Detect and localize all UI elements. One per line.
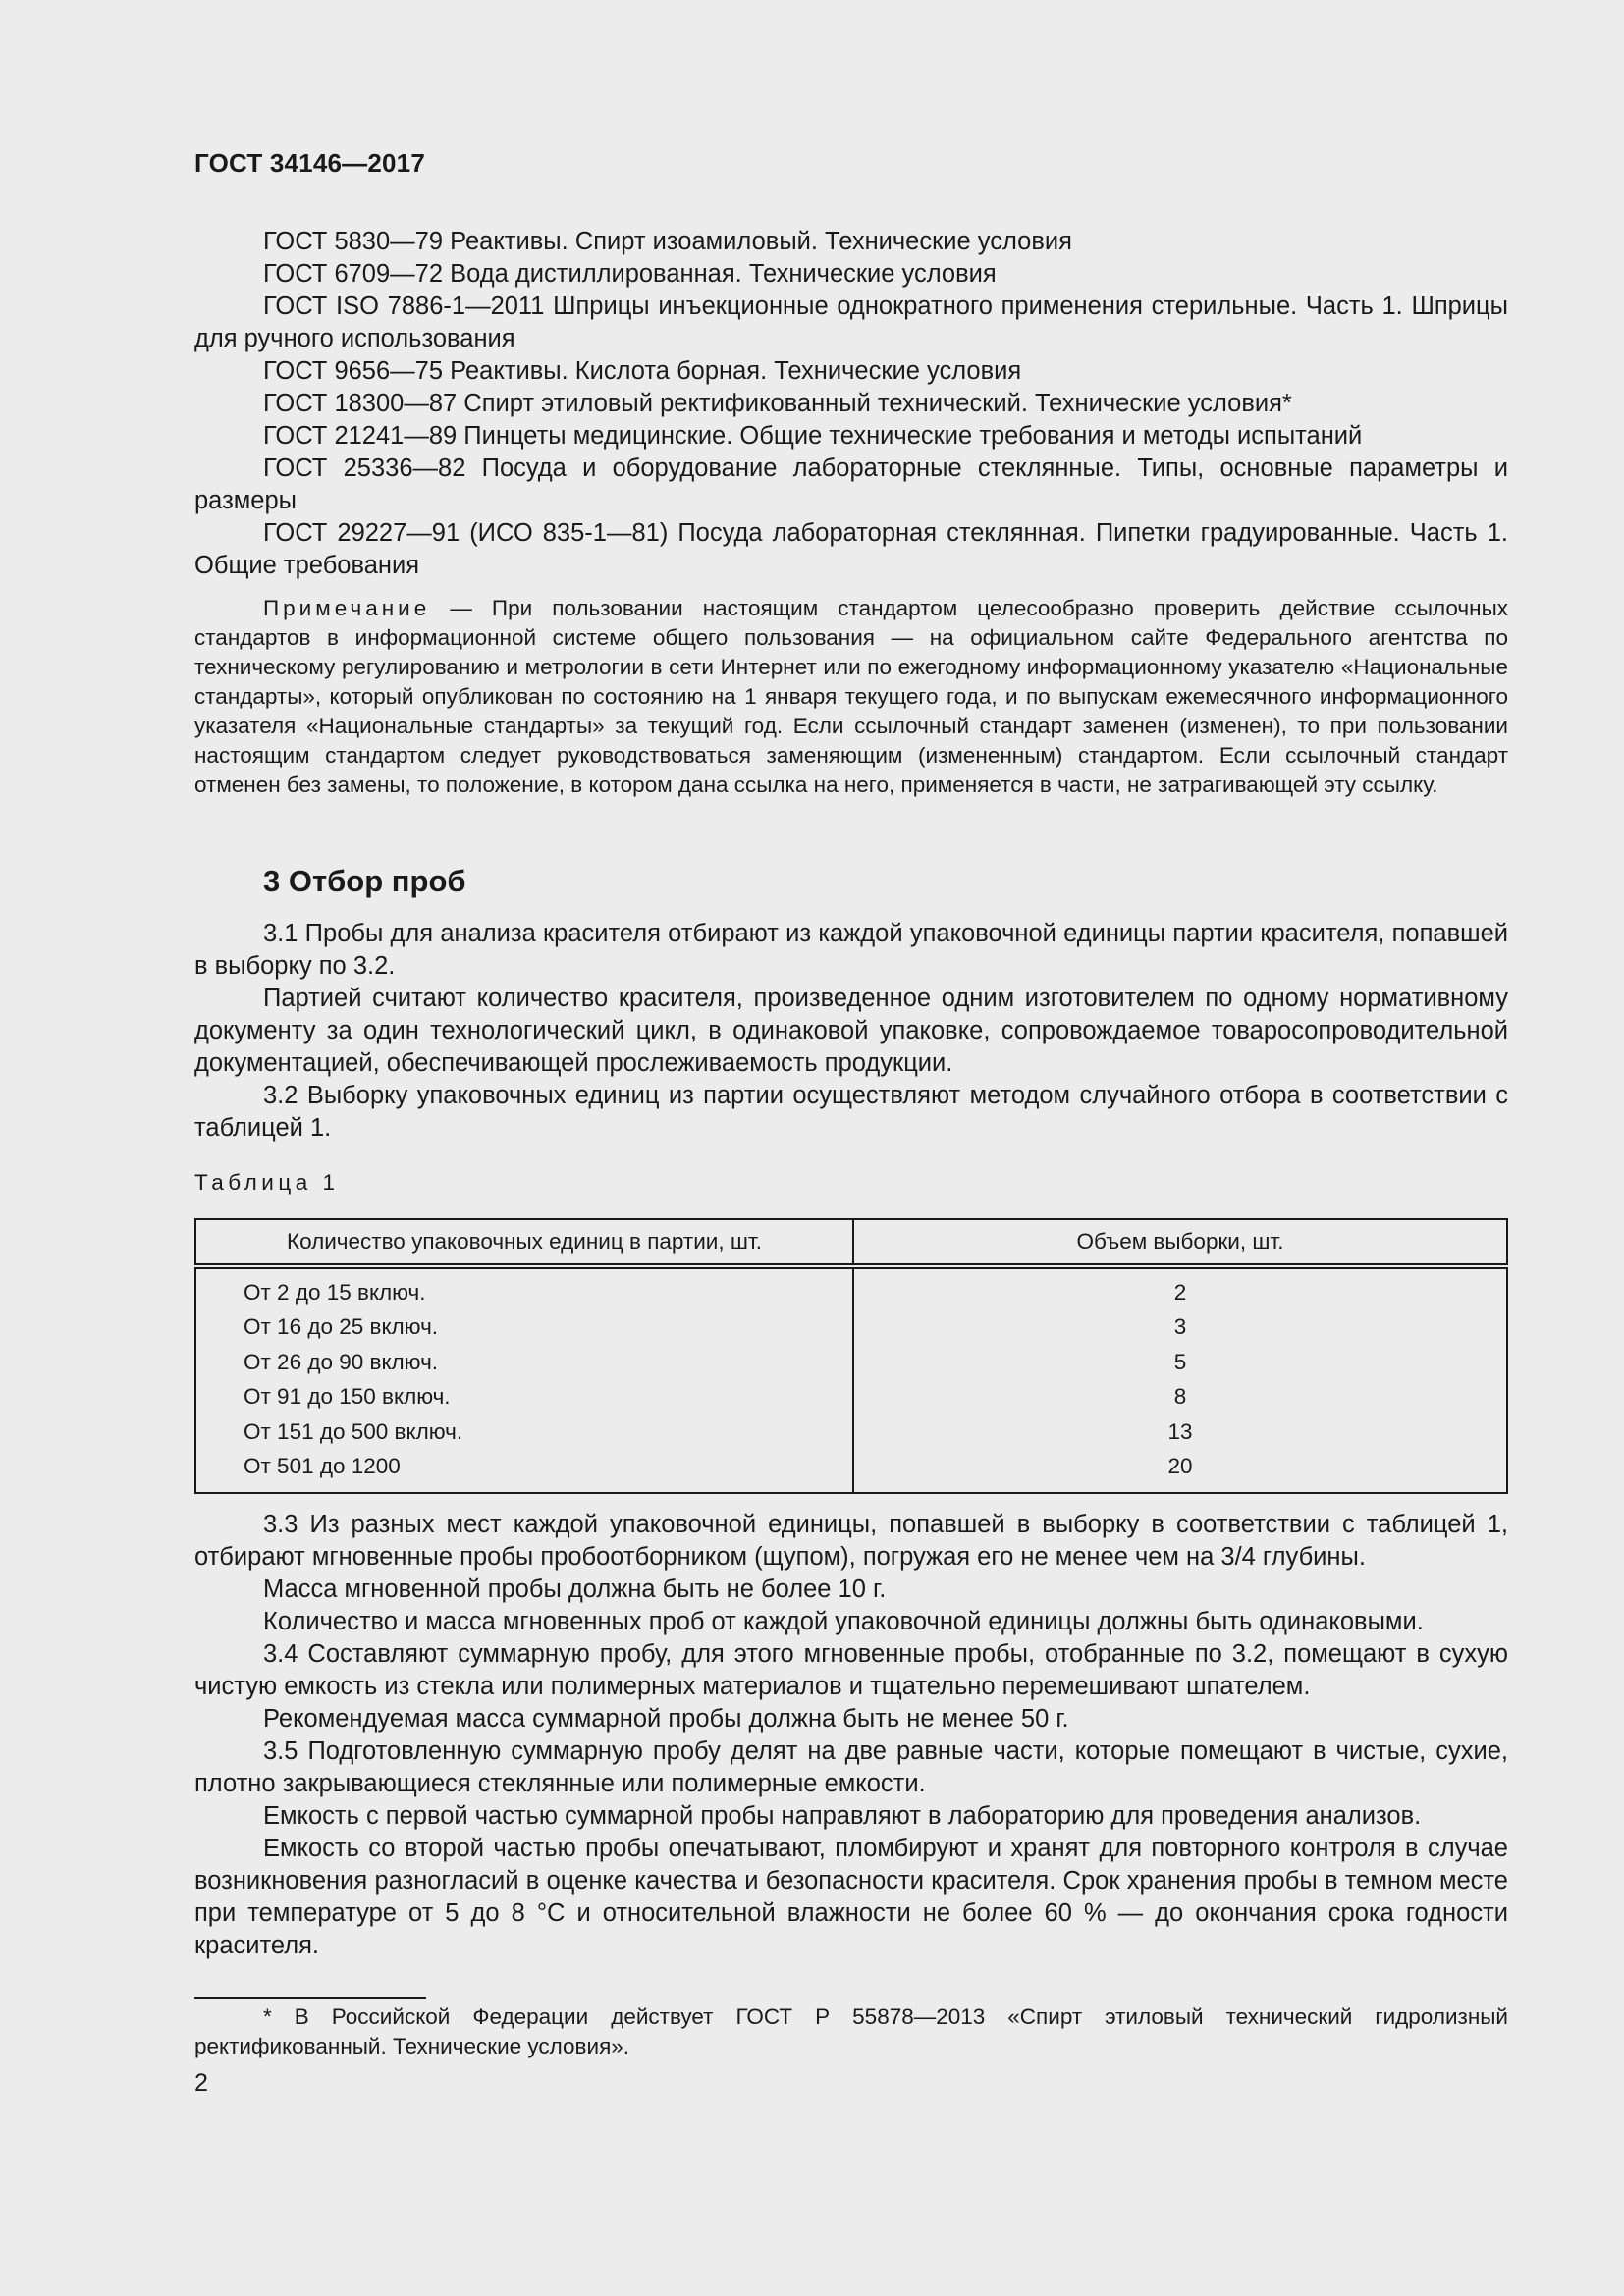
table-row <box>195 1266 1507 1310</box>
lot-size-cell: От 16 до 25 включ. <box>195 1310 853 1346</box>
paragraph: Количество и масса мгновенных проб от каждой упаковочной единицы должны быть одинаковыми. <box>263 1608 1424 1635</box>
reference-item: ГОСТ 9656—75 Реактивы. Кислота борная. Технические условия <box>263 357 1022 385</box>
sample-size-cell: 5 <box>853 1345 1507 1380</box>
table-header-row <box>195 1219 1507 1266</box>
reference-item: ГОСТ 21241—89 Пинцеты медицинские. Общие технические требования и методы испытаний <box>263 422 1363 450</box>
paragraph: Партией считают количество красителя, произведенное одним изготовителем по одному нормативному документу за один технологический цикл, в одинаковой упаковке, сопровождаемое товаросопроводительной документацией, обеспечивающей прослеживаемость продукции. <box>194 985 1508 1077</box>
footnote-divider <box>194 1997 426 1999</box>
lot-size-cell: От 91 до 150 включ. <box>195 1380 853 1415</box>
sample-size-cell: 8 <box>853 1380 1507 1415</box>
sample-size-cell: 3 <box>853 1310 1507 1346</box>
table-row <box>195 1380 1507 1415</box>
section-paragraphs-after-table <box>194 1509 1508 1962</box>
paragraph: 3.1 Пробы для анализа красителя отбирают из каждой упаковочной единицы партии красителя, попавшей в выборку по 3.2. <box>194 920 1508 980</box>
page-number: 2 <box>194 2069 208 2097</box>
paragraph: 3.4 Составляют суммарную пробу, для этого мгновенные пробы, отобранные по 3.2, помещают в сухую чистую емкость из стекла или полимерных материалов и тщательно перемешивают шпателем. <box>194 1640 1508 1700</box>
lot-size-cell: От 2 до 15 включ. <box>195 1266 853 1310</box>
paragraph: Масса мгновенной пробы должна быть не более 10 г. <box>263 1575 887 1603</box>
table-row <box>195 1415 1507 1450</box>
sample-size-cell: 2 <box>853 1266 1507 1310</box>
paragraph: Рекомендуемая масса суммарной пробы должна быть не менее 50 г. <box>263 1705 1069 1733</box>
reference-item: ГОСТ ISO 7886-1—2011 Шприцы инъекционные однократного применения стерильные. Часть 1. Шприцы для ручного использования <box>194 293 1508 352</box>
table-row <box>195 1345 1507 1380</box>
note-label: Примечание <box>263 596 431 620</box>
note-paragraph <box>194 594 1508 800</box>
lot-size-cell: От 501 до 1200 <box>195 1450 853 1494</box>
section-title: 3 Отбор проб <box>263 864 466 898</box>
sample-size-cell: 13 <box>853 1415 1507 1450</box>
lot-size-cell: От 26 до 90 включ. <box>195 1345 853 1380</box>
reference-item: ГОСТ 6709—72 Вода дистиллированная. Технические условия <box>263 260 997 288</box>
lot-size-cell: От 151 до 500 включ. <box>195 1415 853 1450</box>
table-row <box>195 1450 1507 1494</box>
reference-item: ГОСТ 18300—87 Спирт этиловый ректификованный технический. Технические условия* <box>263 390 1292 417</box>
paragraph: Емкость с первой частью суммарной пробы направляют в лабораторию для проведения анализов. <box>263 1802 1422 1830</box>
paragraph: 3.2 Выборку упаковочных единиц из партии осуществляют методом случайного отбора в соответствии с таблицей 1. <box>194 1082 1508 1142</box>
note-text: — При пользовании настоящим стандартом целесообразно проверить действие ссылочных стандартов в информационной системе общего пользования — на официальном сайте Федерального агентства по техническому регулированию и метрологии в сети Интернет или по ежегодному информационному указателю «Национальные стандарты», который опубликован по состоянию на 1 января текущего года, и по выпускам ежемесячного информационного указателя «Национальные стандарты» за текущий год. Если ссылочный стандарт заменен (изменен), то при пользовании настоящим стандартом следует руководствоваться заменяющим (измененным) стандартом. Если ссылочный стандарт отменен без замены, то положение, в котором дана ссылка на него, применяется в части, не затрагивающей эту ссылку. <box>194 596 1508 797</box>
paragraph: 3.3 Из разных мест каждой упаковочной единицы, попавшей в выборку в соответствии с таблицей 1, отбирают мгновенные пробы пробоотборником (щупом), погружая его не менее чем на 3/4 глубины. <box>194 1511 1508 1571</box>
sampling-table <box>194 1218 1508 1494</box>
column-header-lot-size: Количество упаковочных единиц в партии, шт. <box>195 1219 853 1266</box>
section-paragraphs-before-table <box>194 918 1508 1145</box>
normative-references <box>194 226 1508 582</box>
table-caption: Таблица 1 <box>194 1170 340 1195</box>
reference-item: ГОСТ 25336—82 Посуда и оборудование лабораторные стеклянные. Типы, основные параметры и размеры <box>194 454 1508 514</box>
column-header-sample-size: Объем выборки, шт. <box>853 1219 1507 1266</box>
reference-item: ГОСТ 29227—91 (ИСО 835-1—81) Посуда лабораторная стеклянная. Пипетки градуированные. Часть 1. Общие требования <box>194 519 1508 579</box>
footnote: * В Российской Федерации действует ГОСТ Р 55878—2013 «Спирт этиловый технический гидролизный ректификованный. Технические условия». <box>194 2004 1508 2058</box>
paragraph: Емкость со второй частью пробы опечатывают, пломбируют и хранят для повторного контроля в случае возникновения разногласий в оценке качества и безопасности красителя. Срок хранения пробы в темном месте при температуре от 5 до 8 °С и относительной влажности не более 60 % — до окончания срока годности красителя. <box>194 1835 1508 1959</box>
table-row <box>195 1310 1507 1346</box>
sample-size-cell: 20 <box>853 1450 1507 1494</box>
paragraph: 3.5 Подготовленную суммарную пробу делят на две равные части, которые помещают в чистые, сухие, плотно закрывающиеся стеклянные или полимерные емкости. <box>194 1737 1508 1797</box>
reference-item: ГОСТ 5830—79 Реактивы. Спирт изоамиловый. Технические условия <box>263 228 1072 255</box>
document-header: ГОСТ 34146—2017 <box>194 148 425 178</box>
